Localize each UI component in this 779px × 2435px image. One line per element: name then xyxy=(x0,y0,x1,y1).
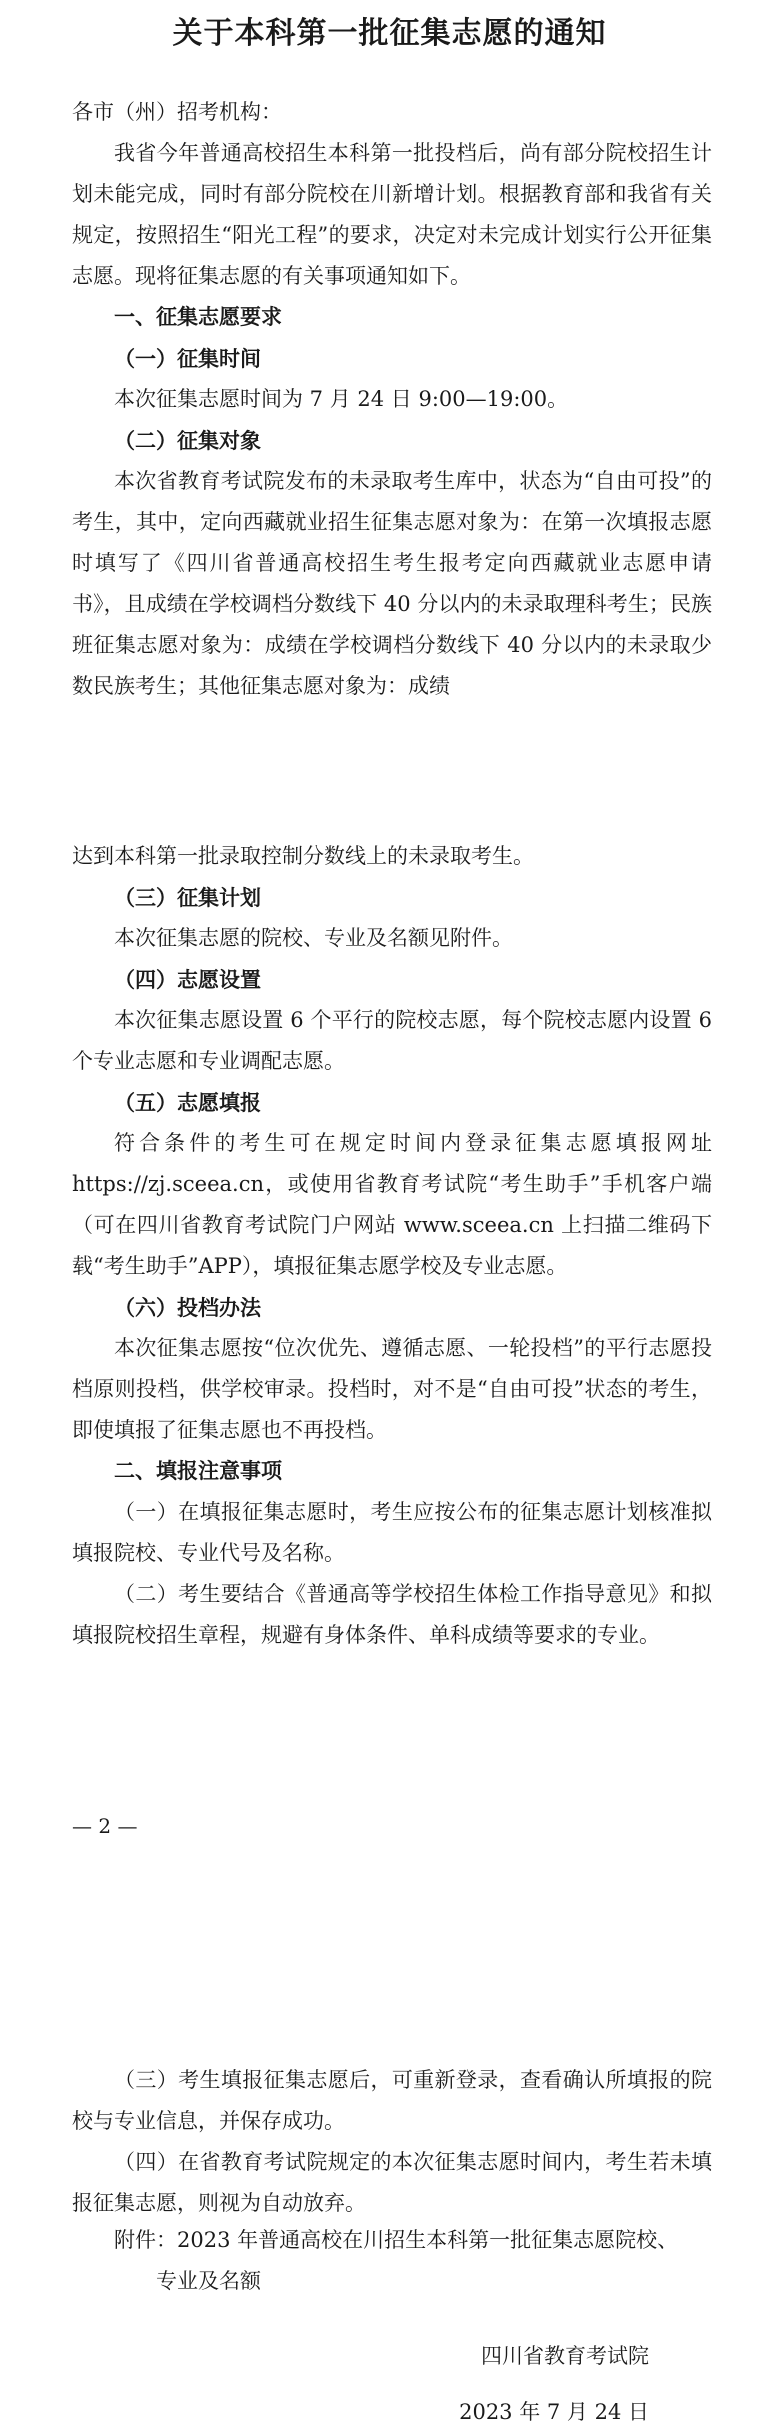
page-2-body xyxy=(72,2060,712,2224)
note-3-text: （三）考生填报征集志愿后，可重新登录，查看确认所填报的院校与专业信息，并保存成功。 xyxy=(72,2068,712,2133)
subsection-target-text: 本次省教育考试院发布的未录取考生库中，状态为“自由可投”的考生，其中，定向西藏就业招生征集志愿对象为：在第一次填报志愿时填写了《四川省普通高校招生考生报考定向西藏就业志愿申请书》，且成绩在学校调档分数线下 40 分以内的未录取理科考生；民族班征集志愿对象为：成绩在学校调档分数线下 40 分以内的未录取少数民族考生；其他征集志愿对象为：成绩 xyxy=(72,469,712,698)
subsection-time-heading: （一）征集时间 xyxy=(114,346,261,371)
salutation: 各市（州）招考机构： xyxy=(72,100,282,124)
subsection-admission-text: 本次征集志愿按“位次优先、遵循志愿、一轮投档”的平行志愿投档原则投档，供学校审录。投档时，对不是“自由可投”状态的考生，即使填报了征集志愿也不再投档。 xyxy=(72,1336,712,1442)
page-number: — 2 — xyxy=(72,1814,138,1838)
subsection-target-text-continued: 达到本科第一批录取控制分数线上的未录取考生。 xyxy=(72,844,534,868)
attachment-line-1: 附件：2023 年普通高校在川招生本科第一批征集志愿院校、 xyxy=(114,2228,679,2252)
note-1-text: （一）在填报征集志愿时，考生应按公布的征集志愿计划核准拟填报院校、专业代号及名称。 xyxy=(72,1500,712,1565)
subsection-settings-heading: （四）志愿设置 xyxy=(114,967,261,992)
document-title: 关于本科第一批征集志愿的通知 xyxy=(172,16,607,51)
subsection-time-text: 本次征集志愿时间为 7 月 24 日 9:00—19:00。 xyxy=(114,387,569,411)
section-1-heading: 一、征集志愿要求 xyxy=(114,305,282,329)
issue-date: 2023 年 7 月 24 日 xyxy=(459,2400,649,2424)
subsection-target-heading: （二）征集对象 xyxy=(114,428,261,453)
subsection-plan-text: 本次征集志愿的院校、专业及名额见附件。 xyxy=(114,926,513,950)
issuer-name: 四川省教育考试院 xyxy=(481,2344,649,2368)
subsection-settings-text: 本次征集志愿设置 6 个平行的院校志愿，每个院校志愿内设置 6 个专业志愿和专业调配志愿。 xyxy=(72,1008,712,1073)
note-4-text: （四）在省教育考试院规定的本次征集志愿时间内，考生若未填报征集志愿，则视为自动放弃。 xyxy=(72,2150,712,2215)
subsection-plan-heading: （三）征集计划 xyxy=(114,885,261,910)
intro-paragraph: 我省今年普通高校招生本科第一批投档后，尚有部分院校招生计划未能完成，同时有部分院校在川新增计划。根据教育部和我省有关规定，按照招生“阳光工程”的要求，决定对未完成计划实行公开征集志愿。现将征集志愿的有关事项通知如下。 xyxy=(72,141,712,288)
note-2-text: （二）考生要结合《普通高等学校招生体检工作指导意见》和拟填报院校招生章程，规避有身体条件、单科成绩等要求的专业。 xyxy=(72,1582,712,1647)
section-2-heading: 二、填报注意事项 xyxy=(114,1459,282,1483)
page-1-body-continued xyxy=(72,836,712,1656)
subsection-filling-heading: （五）志愿填报 xyxy=(114,1090,261,1115)
subsection-filling-text: 符合条件的考生可在规定时间内登录征集志愿填报网址 https://zj.sceea.cn，或使用省教育考试院“考生助手”手机客户端（可在四川省教育考试院门户网站 www.sceea.cn 上扫描二维码下载“考生助手”APP），填报征集志愿学校及专业志愿。 xyxy=(72,1131,712,1278)
attachment-line-2: 专业及名额 xyxy=(156,2269,261,2293)
attachment-block xyxy=(72,2220,712,2302)
subsection-admission-heading: （六）投档办法 xyxy=(114,1295,261,1320)
page-1-body xyxy=(72,92,712,707)
